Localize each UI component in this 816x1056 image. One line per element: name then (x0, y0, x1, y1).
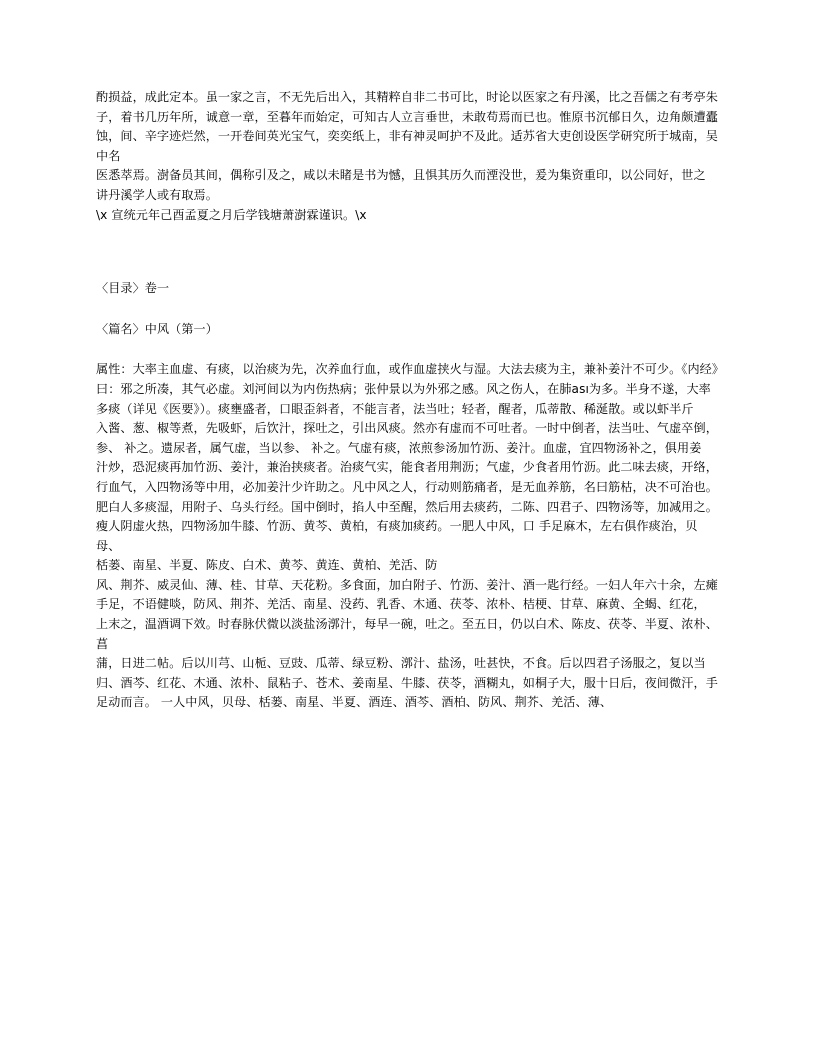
content-line-3: 多痰（详见《医要》）。痰壅盛者，口眼歪斜者，不能言者，法当吐；轻者，醒者，瓜蒂散、稀涎散。或以虾半斤 (96, 401, 694, 416)
content-line-1: 属性：大率主血虚、有痰，以治痰为先，次养血行血，或作血虚挟火与湿。大法去痰为主，兼补姜汁不可少。《内经》 (96, 362, 725, 377)
content-line-6: 汁炒，恐泥痰再加竹沥、姜汁，兼治挟痰者。治痰气实，能食者用荆沥；气虚，少食者用竹沥。此二味去痰，开络， (96, 460, 718, 475)
content-line-7: 行血气，入四物汤等中用，必加姜汁少许助之。凡中风之人，行动则筋痛者，是无血养筋，名曰筋枯，决不可治也。 (96, 479, 718, 494)
content-line-10: 栝蒌、南星、半夏、陈皮、白术、黄芩、黄连、黄柏、羌活、防 (96, 558, 438, 573)
content-line-2: 曰：邪之所凑，其气必虚。刘河间以为内伤热病；张仲景以为外邪之感。风之伤人，在肺ası为多。半身不遂，大率 (96, 381, 711, 396)
content-line-16: 足动而言。 一人中风，贝母、栝蒌、南星、半夏、酒连、酒芩、酒柏、防风、荆芥、羌活、薄、 (96, 695, 613, 710)
content-line-5: 参、 补之。遗尿者，属气虚，当以参、 补之。气虚有痰，浓煎参汤加竹沥、姜汁。血虚，宜四物汤补之，俱用姜 (96, 440, 702, 455)
content-line-11: 风、荆芥、威灵仙、薄、桂、甘草、天花粉。多食面，加白附子、竹沥、姜汁、酒一匙行经。一妇人年六十余，左瘫 (96, 577, 718, 592)
section-heading: 〈篇名〉中风（第一） (96, 321, 218, 336)
content-line-9: 瘦人阴虚火热，四物汤加牛膝、竹沥、黄芩、黄柏，有痰加痰药。一肥人中风，口 手足麻木，左右俱作痰治，贝母、 (96, 519, 698, 553)
preface-line-5: 讲丹溪学人或有取焉。 (96, 187, 218, 202)
section-gap-3 (96, 339, 720, 360)
content-line-15: 归、酒芩、红花、木通、浓朴、鼠粘子、苍术、姜南星、牛膝、茯苓，酒糊丸，如桐子大，服十日后，夜间微汗，手 (96, 675, 718, 690)
content-line-14: 蒲，日进二帖。后以川芎、山栀、豆豉、瓜蒂、绿豆粉、漷汁、盐汤，吐甚快，不食。后以四君子汤服之，复以当 (96, 656, 706, 671)
document-body (96, 88, 725, 713)
content-line-12: 手足，不语健啖，防风、荆芥、羌活、南星、没药、乳香、木通、茯苓、浓朴、桔梗、甘草、麻黄、全蝎、红花， (96, 597, 706, 612)
preface-line-1: 酌损益，成此定本。虽一家之言，不无先后出入，其精粹自非二书可比，时论以医家之有丹溪，比之吾儒之有考亭朱 (96, 90, 718, 104)
toc-heading: 〈目录〉卷一 (96, 281, 170, 296)
content-line-8: 肥白人多痰湿，用附子、乌头行经。国中倒时，掐人中至醒，然后用去痰药，二陈、四君子、四物汤等，加减用之。 (96, 499, 718, 514)
content-line-13: 上末之，温酒调下效。时春脉伏微以淡盐汤漷汁，每早一碗，吐之。至五日，仍以白术、陈皮、茯苓、半夏、浓朴、菖 (96, 617, 718, 651)
preface-line-4: 医悉萃焉。澍备员其间，偶称引及之，咸以未睹是书为憾，且惧其历久而湮没世，爰为集资重印，以公同好，世之 (96, 168, 706, 183)
preface-line-3: 蚀，间、辛字迹烂然，一开卷间英光宝气，奕奕纸上，非有神灵呵护不及此。适苏省大吏创设医学研究所于城南，吴中名 (96, 129, 718, 163)
content-line-4: 入酱、葱、椒等煮，先吸虾，后饮汁，探吐之，引出风痰。然亦有虚而不可吐者。一时中倒者，法当吐、气虚卒倒， (96, 421, 718, 436)
preface-signature: \x 宣统元年己酉孟夏之月后学钱塘萧澍霖谨识。\x (96, 207, 367, 222)
preface-line-2: 子，着书几历年所，诚意一章，至暮年而始定，可知古人立言垂世，未敢苟焉而已也。惟原书沉郁日久，边角颇遭蠹 (96, 109, 718, 124)
section-gap-2 (96, 299, 720, 320)
section-gap-1 (96, 225, 720, 279)
